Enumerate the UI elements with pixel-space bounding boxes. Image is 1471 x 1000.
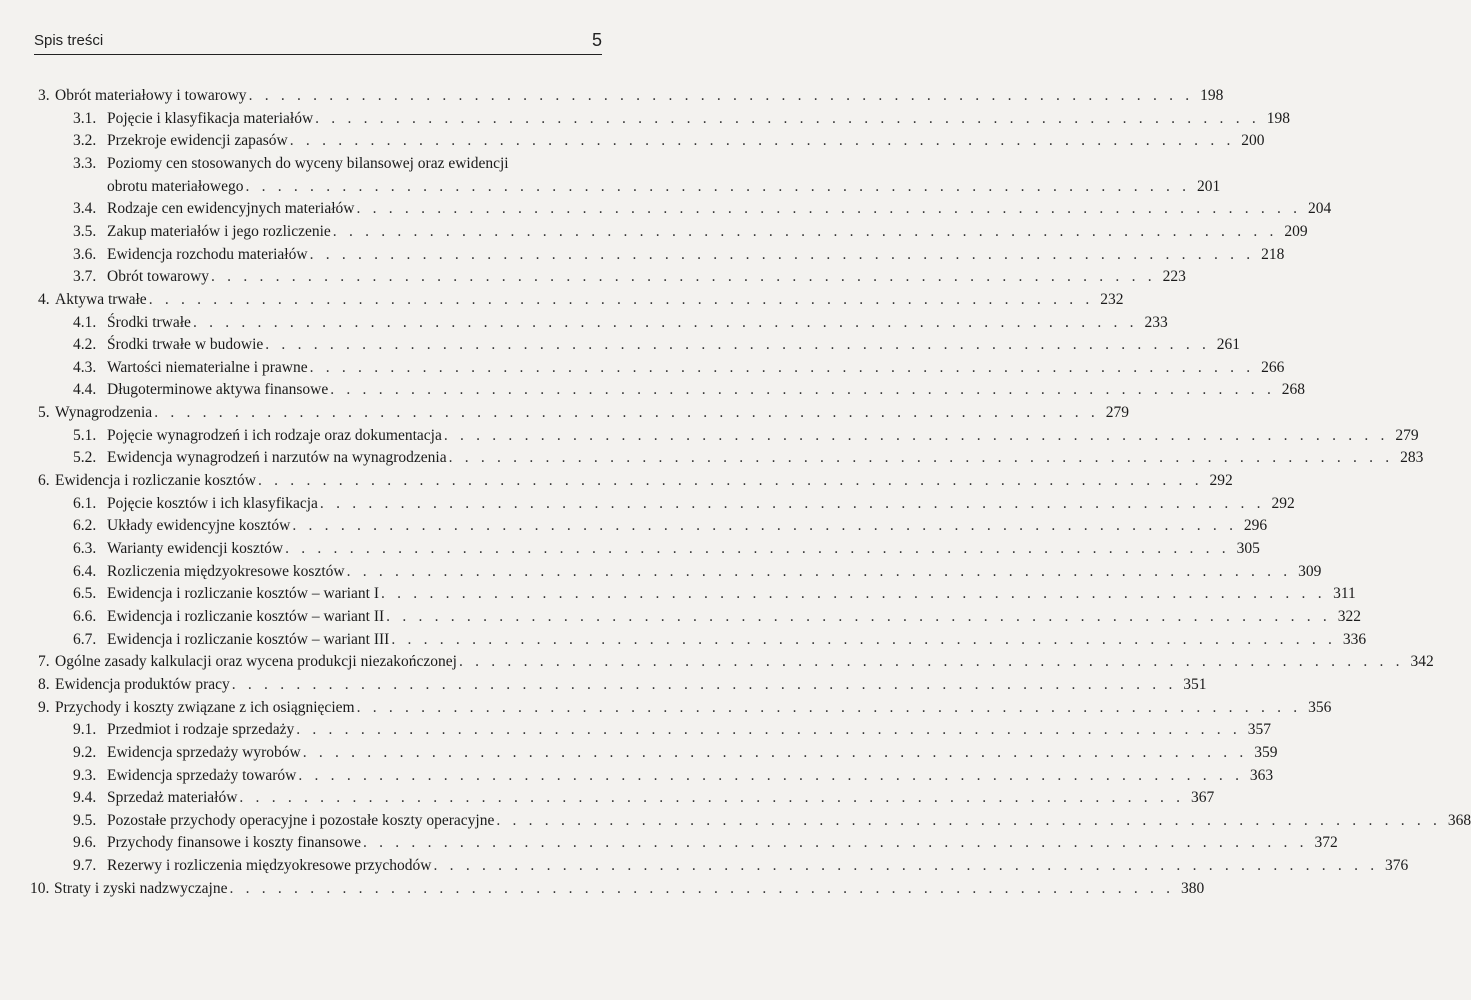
toc-entry[interactable] xyxy=(73,538,1260,560)
toc-entry-page: 351 xyxy=(1183,675,1207,693)
toc-entry-number: 9.7. xyxy=(73,857,97,875)
toc-entry-title: Ewidencja wynagrodzeń i narzutów na wynagrodzenia xyxy=(107,449,447,467)
dot-leader: . . . . . . . . . . . . . . . . . . . . . . . . . . . . . . . . . . . . . . . . . . . . . . . . . . . . . . . . . . . xyxy=(443,426,1389,444)
dot-leader: . . . . . . . . . . . . . . . . . . . . . . . . . . . . . . . . . . . . . . . . . . . . . . . . . . . . . . . . . . . xyxy=(391,630,1337,648)
dot-leader: . . . . . . . . . . . . . . . . . . . . . . . . . . . . . . . . . . . . . . . . . . . . . . . . . . . . . . . . . . . xyxy=(285,540,1230,557)
toc-entry[interactable] xyxy=(73,130,1265,152)
toc-entry-page: 201 xyxy=(1196,177,1221,195)
toc-entry[interactable] xyxy=(73,583,1356,605)
toc-entry-title: Poziomy cen stosowanych do wyceny bilansowej oraz ewidencji xyxy=(107,154,509,172)
toc-entry[interactable] xyxy=(73,198,1332,220)
toc-entry-number: 9.4. xyxy=(73,789,97,807)
toc-entry-number: 6.3. xyxy=(73,540,97,557)
toc-entry-page: 311 xyxy=(1333,585,1356,603)
dot-leader: . . . . . . . . . . . . . . . . . . . . . . . . . . . . . . . . . . . . . . . . . . . . . . . . . . . . . . . . . . . xyxy=(386,607,1331,625)
toc-entry-number: 10. xyxy=(30,879,50,897)
dot-leader: . . . . . . . . . . . . . . . . . . . . . . . . . . . . . . . . . . . . . . . . . . . . . . . . . . . . . . . . . . . xyxy=(292,517,1238,535)
toc-entry[interactable] xyxy=(73,515,1268,537)
dot-leader: . . . . . . . . . . . . . . . . . . . . . . . . . . . . . . . . . . . . . . . . . . . . . . . . . . . . . . . . . . . xyxy=(229,879,1175,897)
toc-entry-title: Pozostałe przychody operacyjne i pozostałe koszty operacyjne xyxy=(107,811,495,829)
toc-entry[interactable] xyxy=(38,470,1233,492)
toc-entry[interactable] xyxy=(38,697,1332,719)
toc-entry-title: Przekroje ewidencji zapasów xyxy=(107,132,288,150)
dot-leader: . . . . . . . . . . . . . . . . . . . . . . . . . . . . . . . . . . . . . . . . . . . . . . . . . . . . . . . . . . . xyxy=(239,789,1185,807)
toc-entry-number: 3.4. xyxy=(73,200,97,218)
toc-entry-page: 363 xyxy=(1249,766,1274,784)
toc-entry-page: 261 xyxy=(1216,336,1241,354)
toc-entry-title: Ewidencja i rozliczanie kosztów – wariant III xyxy=(107,630,390,648)
toc-entry-title: Wynagrodzenia xyxy=(55,404,153,422)
toc-entry-page: 279 xyxy=(1105,404,1129,422)
toc-entry[interactable] xyxy=(73,266,1186,288)
toc-entry-number: 6.2. xyxy=(73,517,97,535)
toc-entry-title: Ewidencja i rozliczanie kosztów – wariant II xyxy=(107,607,385,625)
toc-entry-number: 4. xyxy=(38,290,50,308)
dot-leader: . . . . . . . . . . . . . . . . . . . . . . . . . . . . . . . . . . . . . . . . . . . . . . . . . . . . . . . . . . . xyxy=(258,472,1203,490)
toc-entry-number: 8. xyxy=(38,675,50,693)
dot-leader: . . . . . . . . . . . . . . . . . . . . . . . . . . . . . . . . . . . . . . . . . . . . . . . . . . . . . . . . . . . xyxy=(362,834,1308,852)
toc-entry-page: 368 xyxy=(1447,811,1471,829)
dot-leader: . . . . . . . . . . . . . . . . . . . . . . . . . . . . . . . . . . . . . . . . . . . . . . . . . . . . . . . . . . . xyxy=(496,811,1442,829)
toc-entry[interactable] xyxy=(73,493,1295,515)
toc-entry-page: 296 xyxy=(1243,517,1268,535)
toc-entry-title: Straty i zyski nadzwyczajne xyxy=(54,879,228,897)
toc-entry-number: 6.1. xyxy=(73,494,97,512)
toc-entry-title: Układy ewidencyjne kosztów xyxy=(107,517,291,535)
toc-entry-page: 357 xyxy=(1247,721,1271,739)
toc-entry[interactable] xyxy=(38,402,1129,424)
dot-leader: . . . . . . . . . . . . . . . . . . . . . . . . . . . . . . . . . . . . . . . . . . . . . . . . . . . . . . . . . . . xyxy=(330,381,1276,399)
dot-leader: . . . . . . . . . . . . . . . . . . . . . . . . . . . . . . . . . . . . . . . . . . . . . . . . . . . . . . . . . . . xyxy=(346,562,1292,580)
toc-entry-title: Rozliczenia międzyokresowe kosztów xyxy=(107,562,345,580)
toc-entry-title: Obrót towarowy xyxy=(107,268,210,286)
dot-leader: . . . . . . . . . . . . . . . . . . . . . . . . . . . . . . . . . . . . . . . . . . . . . . . . . . . . . . . . . . . xyxy=(245,177,1191,195)
toc-entry-number: 4.2. xyxy=(73,336,97,354)
dot-leader: . . . . . . . . . . . . . . . . . . . . . . . . . . . . . . . . . . . . . . . . . . . . . . . . . . . . . . . . . . . xyxy=(309,245,1255,263)
running-title: Spis treści xyxy=(34,32,104,49)
toc-entry-number: 3.5. xyxy=(73,222,97,240)
toc-entry-number: 3.6. xyxy=(73,245,97,263)
toc-entry-title: Przychody finansowe i koszty finansowe xyxy=(107,834,361,852)
dot-leader: . . . . . . . . . . . . . . . . . . . . . . . . . . . . . . . . . . . . . . . . . . . . . . . . . . . . . . . . . . . xyxy=(332,222,1278,240)
page-number: 5 xyxy=(591,30,602,50)
toc-entry-number: 4.4. xyxy=(73,381,97,399)
toc-entry-number: 4.1. xyxy=(73,313,97,331)
dot-leader: . . . . . . . . . . . . . . . . . . . . . . . . . . . . . . . . . . . . . . . . . . . . . . . . . . . . . . . . . . . xyxy=(315,109,1260,127)
toc-entry-number: 9.3. xyxy=(73,766,97,784)
toc-entry-page: 336 xyxy=(1342,630,1367,648)
toc-entry[interactable] xyxy=(73,221,1308,243)
toc-entry[interactable] xyxy=(73,629,1367,651)
toc-entry-page: 322 xyxy=(1337,607,1361,625)
toc-entry-page: 200 xyxy=(1241,132,1265,150)
toc-entry[interactable] xyxy=(73,719,1271,741)
toc-entry-page: 342 xyxy=(1410,653,1434,671)
toc-entry-number: 9.5. xyxy=(73,811,97,829)
toc-entry[interactable] xyxy=(73,810,1471,832)
toc-entry-page: 376 xyxy=(1385,857,1409,875)
dot-leader: . . . . . . . . . . . . . . . . . . . . . . . . . . . . . . . . . . . . . . . . . . . . . . . . . . . . . . . . . . . xyxy=(356,200,1302,218)
dot-leader: . . . . . . . . . . . . . . . . . . . . . . . . . . . . . . . . . . . . . . . . . . . . . . . . . . . . . . . . . . . xyxy=(296,721,1241,739)
toc-entry[interactable] xyxy=(73,312,1168,334)
toc-entry-page: 279 xyxy=(1395,426,1419,444)
toc-entry[interactable] xyxy=(73,855,1409,877)
toc-entry-number: 9.1. xyxy=(73,721,97,739)
toc-entry-page: 292 xyxy=(1209,472,1233,490)
toc-entry-page: 309 xyxy=(1298,562,1322,580)
toc-entry-page: 283 xyxy=(1400,449,1424,467)
toc-entry-page: 209 xyxy=(1284,222,1308,240)
dot-leader: . . . . . . . . . . . . . . . . . . . . . . . . . . . . . . . . . . . . . . . . . . . . . . . . . . . . . . . . . . . xyxy=(309,358,1255,376)
toc-entry-title: Ewidencja sprzedaży wyrobów xyxy=(107,743,301,761)
toc-entry[interactable] xyxy=(73,742,1278,764)
toc-entry-title: Pojęcie kosztów i ich klasyfikacja xyxy=(107,494,318,512)
toc-entry-number: 5. xyxy=(38,404,50,422)
toc-entry-number: 6.4. xyxy=(73,562,97,580)
toc-entry-page: 266 xyxy=(1261,358,1285,376)
dot-leader: . . . . . . . . . . . . . . . . . . . . . . . . . . . . . . . . . . . . . . . . . . . . . . . . . . . . . . . . . . . xyxy=(154,404,1099,422)
toc-entry[interactable] xyxy=(73,561,1322,583)
toc-entry-page: 198 xyxy=(1200,87,1224,104)
toc-entry-title: Zakup materiałów i jego rozliczenie xyxy=(107,222,331,240)
toc-entry-page: 305 xyxy=(1236,540,1260,557)
toc-entry-number: 4.3. xyxy=(73,358,97,376)
toc-entry-title: Obrót materiałowy i towarowy xyxy=(55,87,247,104)
toc-entry[interactable] xyxy=(38,85,1224,107)
dot-leader: . . . . . . . . . . . . . . . . . . . . . . . . . . . . . . . . . . . . . . . . . . . . . . . . . . . . . . . . . . . xyxy=(265,336,1211,354)
toc-entry[interactable] xyxy=(73,357,1285,379)
toc-entry-title: Warianty ewidencji kosztów xyxy=(107,540,284,557)
toc-entry-title: Wartości niematerialne i prawne xyxy=(107,358,308,376)
toc-entry[interactable] xyxy=(73,244,1285,266)
toc-entry[interactable] xyxy=(73,606,1361,628)
dot-leader: . . . . . . . . . . . . . . . . . . . . . . . . . . . . . . . . . . . . . . . . . . . . . . . . . . . . . . . . . . . xyxy=(458,653,1404,671)
dot-leader: . . . . . . . . . . . . . . . . . . . . . . . . . . . . . . . . . . . . . . . . . . . . . . . . . . . . . . . . . . . xyxy=(248,87,1194,104)
dot-leader: . . . . . . . . . . . . . . . . . . . . . . . . . . . . . . . . . . . . . . . . . . . . . . . . . . . . . . . . . . . xyxy=(319,494,1265,512)
toc-entry-page: 367 xyxy=(1190,789,1215,807)
dot-leader: . . . . . . . . . . . . . . . . . . . . . . . . . . . . . . . . . . . . . . . . . . . . . . . . . . . . . . . . . . . xyxy=(302,743,1248,761)
toc-entry-number: 6.6. xyxy=(73,607,97,625)
toc-entry-title: Ewidencja rozchodu materiałów xyxy=(107,245,308,263)
toc-entry-page: 204 xyxy=(1308,200,1332,218)
dot-leader: . . . . . . . . . . . . . . . . . . . . . . . . . . . . . . . . . . . . . . . . . . . . . . . . . . . . . . . . . . . xyxy=(433,857,1379,875)
toc-entry-number: 6.5. xyxy=(73,585,97,603)
toc-entry-number: 7. xyxy=(38,653,50,671)
dot-leader: . . . . . . . . . . . . . . . . . . . . . . . . . . . . . . . . . . . . . . . . . . . . . . . . . . . . . . . . . . . xyxy=(192,313,1138,331)
toc-entry-number: 3.7. xyxy=(73,268,97,286)
toc-entry-title: Przychody i koszty związane z ich osiągnięciem xyxy=(55,698,355,716)
toc-entry-title: Rezerwy i rozliczenia międzyokresowe przychodów xyxy=(107,857,432,875)
toc-entry[interactable] xyxy=(38,289,1124,311)
toc-entry-number: 5.2. xyxy=(73,449,97,467)
toc-entry[interactable] xyxy=(73,765,1274,787)
toc-entry[interactable] xyxy=(73,334,1241,356)
toc-entry[interactable] xyxy=(38,674,1207,696)
toc-entry-page: 356 xyxy=(1308,698,1332,716)
toc-entry-text-line1 xyxy=(73,153,509,175)
toc-entry[interactable] xyxy=(73,108,1290,130)
toc-entry-page: 218 xyxy=(1261,245,1285,263)
toc-entry-title: Środki trwałe xyxy=(107,313,191,331)
toc-entry-number: 3.3. xyxy=(73,154,97,172)
toc-entry-title: Ewidencja i rozliczanie kosztów – wariant I xyxy=(107,585,379,603)
toc-entry-page: 198 xyxy=(1266,109,1290,127)
toc-entry-page: 268 xyxy=(1281,381,1306,399)
toc-entry[interactable] xyxy=(38,651,1434,673)
toc-entry-title: Ewidencja produktów pracy xyxy=(55,675,230,693)
dot-leader: . . . . . . . . . . . . . . . . . . . . . . . . . . . . . . . . . . . . . . . . . . . . . . . . . . . . . . . . . . . xyxy=(289,132,1235,150)
toc-entry-page: 233 xyxy=(1144,313,1168,331)
dot-leader: . . . . . . . . . . . . . . . . . . . . . . . . . . . . . . . . . . . . . . . . . . . . . . . . . . . . . . . . . . . xyxy=(231,675,1177,693)
toc-entry-title: Ewidencja i rozliczanie kosztów xyxy=(55,472,256,490)
toc-entry-title: Aktywa trwałe xyxy=(55,290,147,308)
toc-entry-number: 5.1. xyxy=(73,426,97,444)
toc-entry-title: Ogólne zasady kalkulacji oraz wycena produkcji niezakończonej xyxy=(55,653,457,671)
dot-leader: . . . . . . . . . . . . . . . . . . . . . . . . . . . . . . . . . . . . . . . . . . . . . . . . . . . . . . . . . . . xyxy=(448,449,1394,467)
toc-entry-title: obrotu materiałowego xyxy=(107,177,244,195)
dot-leader: . . . . . . . . . . . . . . . . . . . . . . . . . . . . . . . . . . . . . . . . . . . . . . . . . . . . . . . . . . . xyxy=(381,585,1326,603)
toc-entry[interactable] xyxy=(73,379,1306,401)
toc-entry-number: 3.1. xyxy=(73,109,97,127)
toc-entry-title: Przedmiot i rodzaje sprzedaży xyxy=(107,721,295,739)
toc-entry-page: 380 xyxy=(1180,879,1205,897)
toc-entry[interactable] xyxy=(107,176,1221,198)
toc-entry-number: 3. xyxy=(38,87,50,104)
dot-leader: . . . . . . . . . . . . . . . . . . . . . . . . . . . . . . . . . . . . . . . . . . . . . . . . . . . . . . . . . . . xyxy=(211,268,1156,286)
toc-entry-number: 6.7. xyxy=(73,630,97,648)
toc-entry-number: 6. xyxy=(38,472,50,490)
toc-entry[interactable] xyxy=(30,878,1205,900)
dot-leader: . . . . . . . . . . . . . . . . . . . . . . . . . . . . . . . . . . . . . . . . . . . . . . . . . . . . . . . . . . . xyxy=(356,698,1302,716)
toc-entry[interactable] xyxy=(73,787,1215,809)
dot-leader: . . . . . . . . . . . . . . . . . . . . . . . . . . . . . . . . . . . . . . . . . . . . . . . . . . . . . . . . . . . xyxy=(298,766,1244,784)
toc-entry-number: 3.2. xyxy=(73,132,97,150)
toc-entry-title: Rodzaje cen ewidencyjnych materiałów xyxy=(107,200,355,218)
toc-entry[interactable] xyxy=(73,447,1424,469)
toc-entry[interactable] xyxy=(73,425,1419,447)
toc-entry[interactable] xyxy=(73,832,1338,854)
toc-entry-page: 223 xyxy=(1162,268,1186,286)
page-header xyxy=(34,30,602,55)
toc-entry-page: 232 xyxy=(1100,290,1124,308)
toc-entry-title: Pojęcie wynagrodzeń i ich rodzaje oraz dokumentacja xyxy=(107,426,442,444)
toc-entry-title: Długoterminowe aktywa finansowe xyxy=(107,381,329,399)
toc-entry-title: Sprzedaż materiałów xyxy=(107,789,238,807)
toc-entry-number: 9.2. xyxy=(73,743,97,761)
toc-entry-title: Pojęcie i klasyfikacja materiałów xyxy=(107,109,314,127)
toc-entry-title: Środki trwałe w budowie xyxy=(107,336,264,354)
toc-entry-title: Ewidencja sprzedaży towarów xyxy=(107,766,297,784)
dot-leader: . . . . . . . . . . . . . . . . . . . . . . . . . . . . . . . . . . . . . . . . . . . . . . . . . . . . . . . . . . . xyxy=(148,290,1094,308)
toc-entry-number: 9.6. xyxy=(73,834,97,852)
toc-entry-page: 359 xyxy=(1254,743,1278,761)
toc-entry-page: 372 xyxy=(1314,834,1338,852)
toc-entry-number: 9. xyxy=(38,698,50,716)
toc-entry-page: 292 xyxy=(1271,494,1295,512)
